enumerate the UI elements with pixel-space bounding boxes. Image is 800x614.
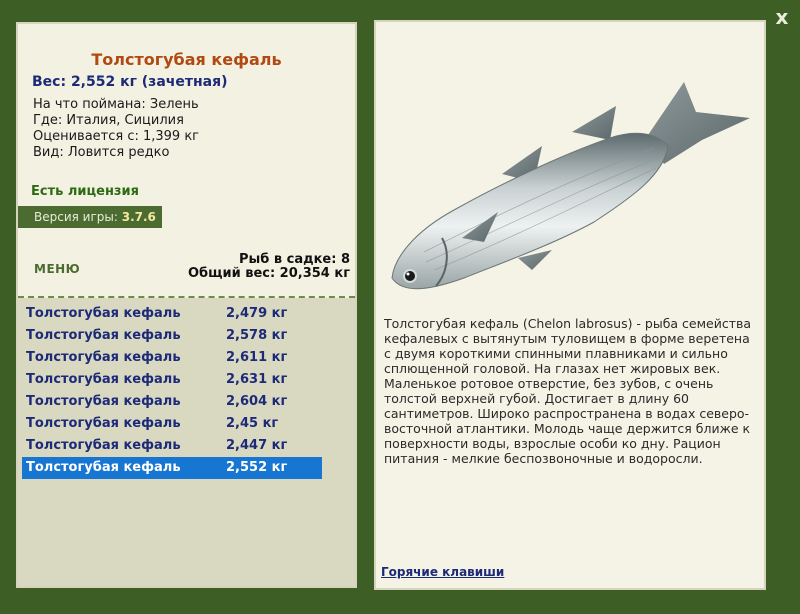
keepnet-stats bbox=[188, 253, 350, 281]
catch-item-name: Толстогубая кефаль bbox=[26, 306, 181, 321]
catch-list-item[interactable] bbox=[22, 413, 322, 435]
rarity-info: Вид: Ловится редко bbox=[33, 145, 170, 160]
version-number: 3.7.6 bbox=[121, 210, 156, 224]
catch-item-weight: 2,479 кг bbox=[226, 306, 288, 321]
catch-item-weight: 2,604 кг bbox=[226, 394, 288, 409]
close-button[interactable]: x bbox=[775, 5, 789, 29]
fish-weight: Вес: 2,552 кг (зачетная) bbox=[32, 74, 228, 90]
catch-item-name: Толстогубая кефаль bbox=[26, 460, 181, 475]
value-threshold-info: Оценивается с: 1,399 кг bbox=[33, 129, 200, 144]
catch-item-name: Толстогубая кефаль bbox=[26, 328, 181, 343]
location-info: Где: Италия, Сицилия bbox=[33, 113, 184, 128]
catch-list-item[interactable] bbox=[22, 325, 322, 347]
fish-count: Рыб в садке: 8 bbox=[238, 252, 350, 267]
fish-details-panel bbox=[374, 20, 766, 590]
catch-item-name: Толстогубая кефаль bbox=[26, 350, 181, 365]
catch-item-weight: 2,552 кг bbox=[226, 460, 288, 475]
dorsal-fin bbox=[572, 106, 616, 140]
catch-list-item[interactable] bbox=[22, 347, 322, 369]
catch-item-name: Толстогубая кефаль bbox=[26, 394, 181, 409]
catch-list-item[interactable] bbox=[22, 391, 322, 413]
version-bar bbox=[18, 206, 162, 228]
catch-item-name: Толстогубая кефаль bbox=[26, 416, 181, 431]
catch-list-item[interactable] bbox=[22, 435, 322, 457]
catch-item-weight: 2,447 кг bbox=[226, 438, 288, 453]
catch-list-item[interactable] bbox=[22, 303, 322, 325]
catch-item-weight: 2,578 кг bbox=[226, 328, 288, 343]
fish-description: Толстогубая кефаль (Chelon labrosus) - рыба семейства кефалевых с вытянутым туловищем в форме веретена с двумя короткими спинными плавниками и сильно сплющенной головой. На глазах нет жировых век. Маленькое ротовое отверстие, без зубов, с очень толстой верхней губой. Достигает в длину 60 сантиметров. Широко распространена в водах северо-восточной атлантики. Молодь чаще держится ближе к поверхности воды, взрослые особи ко дну. Рацион питания - мелкие беспозвоночные и водоросли. bbox=[384, 316, 752, 466]
menu-button[interactable]: МЕНЮ bbox=[34, 262, 81, 276]
fish-title: Толстогубая кефаль bbox=[91, 50, 282, 69]
catch-list-item[interactable] bbox=[22, 369, 322, 391]
license-status: Есть лицензия bbox=[31, 184, 139, 199]
catch-item-weight: 2,611 кг bbox=[226, 350, 288, 365]
fish-image bbox=[384, 82, 760, 302]
catch-item-weight: 2,45 кг bbox=[226, 416, 279, 431]
catch-item-name: Толстогубая кефаль bbox=[26, 372, 181, 387]
hotkeys-link[interactable]: Горячие клавиши bbox=[381, 565, 505, 579]
catch-list bbox=[18, 298, 355, 586]
fish-eye bbox=[404, 270, 416, 282]
version-label: Версия игры: bbox=[34, 210, 118, 224]
catch-item-weight: 2,631 кг bbox=[226, 372, 288, 387]
fish-info-panel bbox=[16, 22, 357, 588]
catch-list-item[interactable] bbox=[22, 457, 322, 479]
bait-info: На что поймана: Зелень bbox=[33, 97, 199, 112]
total-weight: Общий вес: 20,354 кг bbox=[187, 266, 350, 281]
catch-item-name: Толстогубая кефаль bbox=[26, 438, 181, 453]
